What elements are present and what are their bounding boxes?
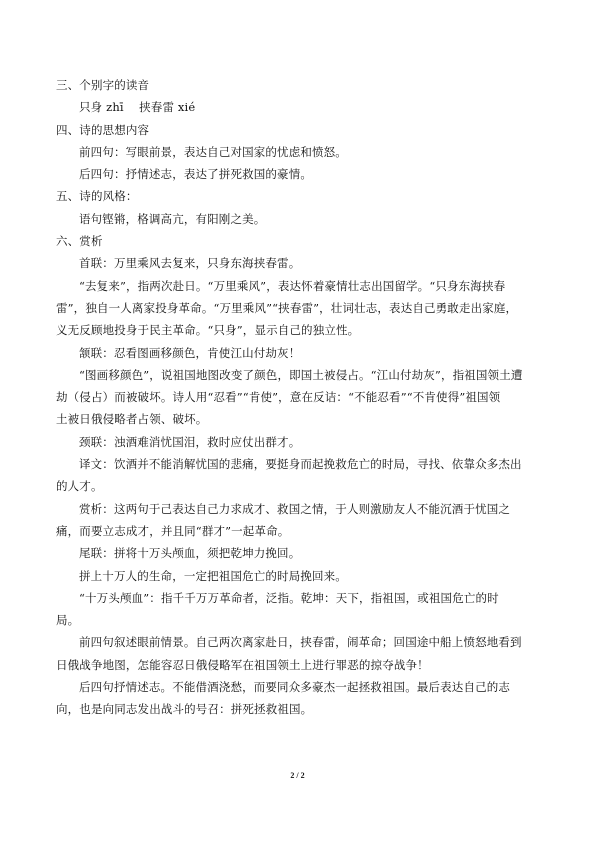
text-line: 尾联：拼将十万头颅血，须把乾坤力挽回。 (79, 546, 301, 561)
section-heading: 四、诗的思想内容 (56, 122, 150, 137)
text-line: 后四句抒情述志。不能借酒浇愁，而要同众多豪杰一起拯救祖国。最后表达自己的志 (79, 680, 511, 695)
text-line: 劫（侵占）而被破坏。诗人用“忍看”“肯使”，意在反诘：“不能忍看”“不肯使得”祖国领 (56, 390, 501, 405)
text-line: 颔联：忍看图画移颜色，肯使江山付劫灰！ (79, 345, 301, 360)
text-line: “十万头颅血”：指千千万万革命者，泛指。乾坤：天下，指祖国，或祖国危亡的时 (79, 590, 499, 605)
page-number: 2 / 2 (290, 771, 305, 780)
text-line: 首联：万里乘风去复来，只身东海挟春雷。 (79, 256, 301, 271)
text-line: 赏析：这两句于己表达自己力求成才、救国之情，于人则激励友人不能沉酒于忧国之 (79, 501, 511, 516)
section-heading: 六、赏析 (56, 234, 103, 249)
text-line: 痛，而要立志成才，并且同“群才”一起革命。 (56, 523, 290, 538)
text-line: 日俄战争地图，怎能容忍日俄侵略军在祖国领土上进行罪恶的掠夺战争！ (56, 657, 429, 672)
text-line: 的人才。 (56, 479, 103, 494)
text-line: “去复来”，指两次赴日。“万里乘风”，表达怀着豪情壮志出国留学。“只身东海挟春 (79, 278, 506, 293)
text-line: 前四句：写眼前景，表达自己对国家的忧虑和愤怒。 (79, 144, 347, 159)
text-line: 义无反顾地投身于民主革命。“只身”，显示自己的独立性。 (56, 323, 360, 338)
text-line: 颈联：浊酒难消忧国泪，救时应仗出群才。 (79, 434, 301, 449)
section-heading: 三、个别字的读音 (56, 78, 150, 92)
text-line: 土被日俄侵略者占领、破坏。 (56, 412, 208, 427)
text-line: 前四句叙述眼前情景。自己两次离家赴日，挟春雷，闹革命；回国途中船上愤怒地看到 (79, 635, 522, 650)
text-line: 语句铿锵，格调高亢，有阳刚之美。 (79, 211, 266, 226)
text-line: 雷”，独自一人离家投身革命。“万里乘风”“挟春雷”，壮词壮志，表达自己勇敢走出家庭， (56, 300, 518, 315)
section-heading: 五、诗的风格： (56, 189, 138, 204)
text-line: 只身 zhī 挟春雷 xié (79, 100, 196, 115)
text-line: “图画移颜色”，说祖国地图改变了颜色，即国土被侵占。“江山付劫灰”，指祖国领土遭 (79, 367, 523, 382)
text-line: 局。 (56, 613, 80, 628)
text-line: 后四句：抒情述志，表达了拼死救国的豪情。 (79, 167, 312, 182)
text-line: 向，也是向同志发出战斗的号召：拼死拯救祖国。 (56, 702, 313, 717)
text-line: 译文：饮酒并不能消解忧国的悲痛，要挺身而起挽救危亡的时局，寻找、依靠众多杰出 (79, 457, 522, 472)
document-body (56, 74, 542, 721)
text-line: 拼上十万人的生命，一定把祖国危亡的时局挽回来。 (79, 568, 347, 583)
